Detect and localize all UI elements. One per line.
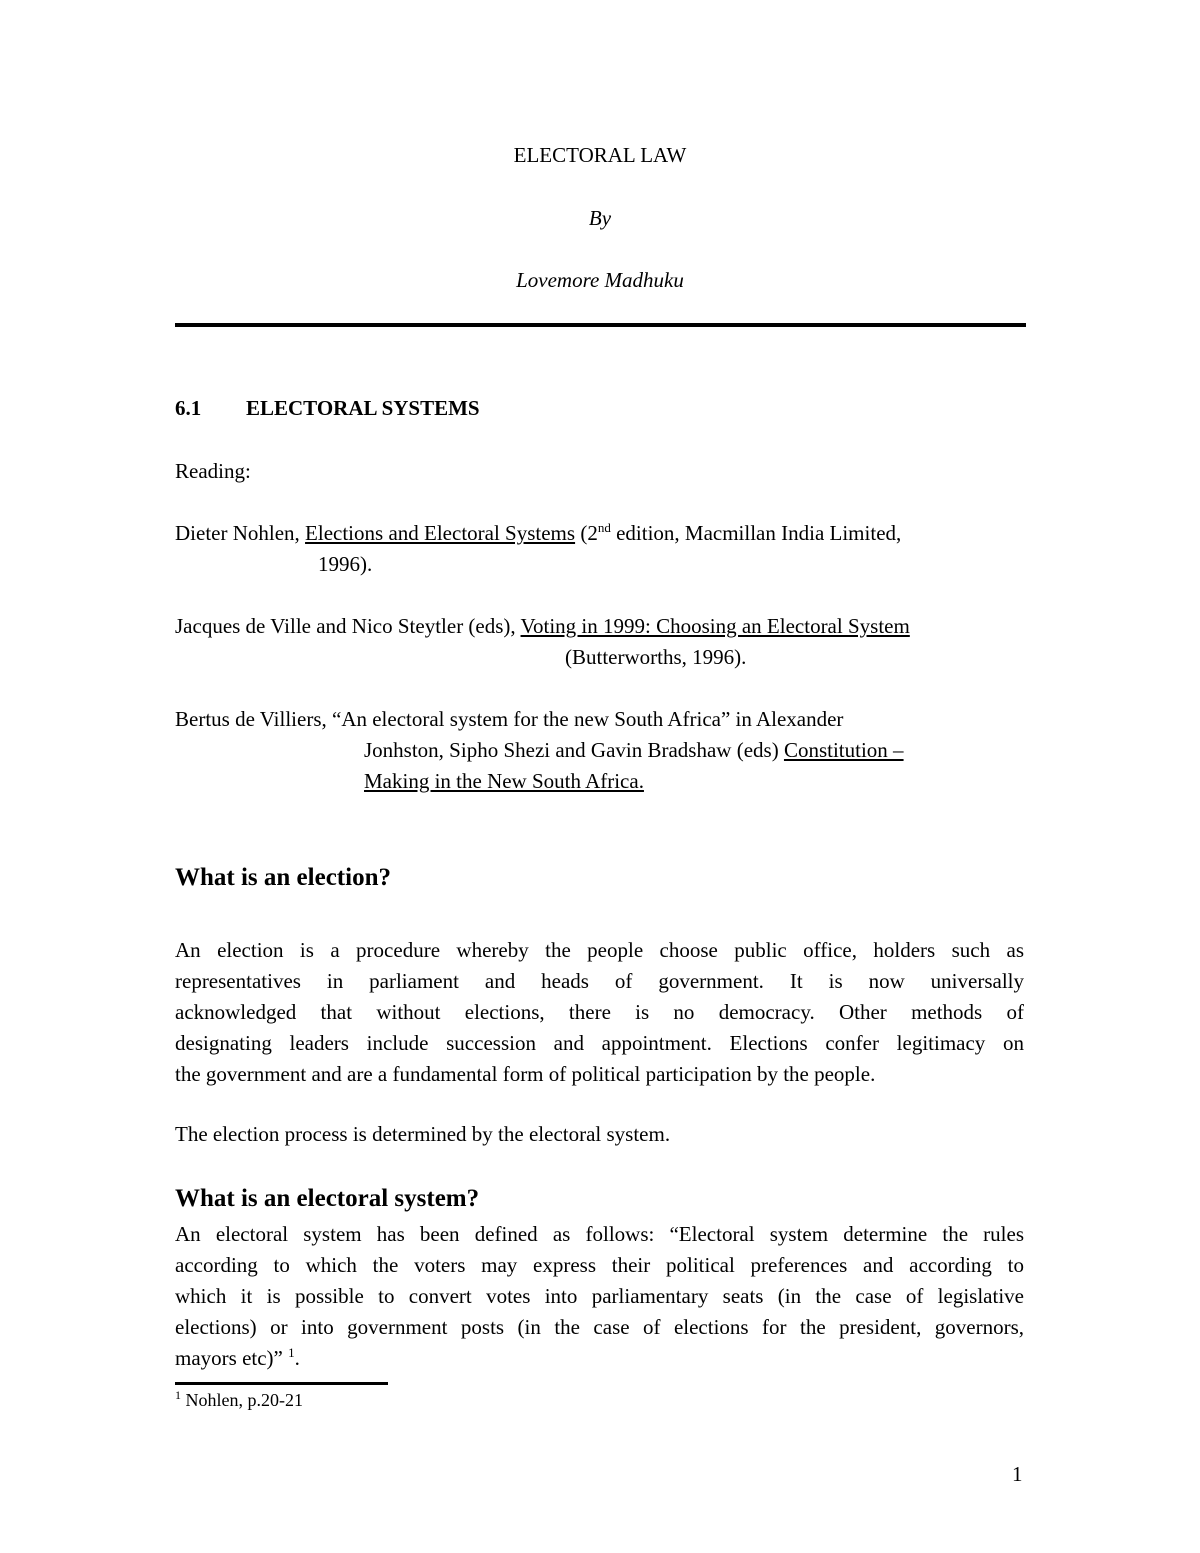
header-divider xyxy=(175,323,1026,327)
document-title: ELECTORAL LAW xyxy=(513,143,687,167)
reference-1-edition-sup: nd xyxy=(597,520,611,535)
reference-1-book-title: Elections and Electoral Systems xyxy=(305,521,576,545)
paragraph-line: the government and are a fundamental form of political participation by the people. xyxy=(175,1062,876,1086)
reference-3-book-title-part-1: Constitution – xyxy=(783,738,904,762)
paragraph-line: acknowledged that without elections, there is no democracy. Other methods of xyxy=(175,1000,1024,1024)
election-definition-paragraph xyxy=(175,935,1024,1090)
paragraph-line: designating leaders include succession and appointment. Elections confer legitimacy on xyxy=(175,1031,1024,1055)
reading-label: Reading: xyxy=(175,459,251,483)
reference-1-author: Dieter Nohlen, xyxy=(175,521,306,545)
footnote-text: Nohlen, p.20-21 xyxy=(181,1390,303,1410)
reference-3-book-title-part-2: Making in the New South Africa. xyxy=(364,769,644,793)
footnote-reference: 1 xyxy=(288,1345,295,1360)
electoral-system-definition-paragraph xyxy=(175,1219,1024,1374)
reference-3-line-1 xyxy=(175,707,843,732)
section-number: 6.1 xyxy=(175,396,202,420)
reference-3-author: Bertus de Villiers, xyxy=(175,707,332,731)
reference-2-line-1 xyxy=(175,614,910,639)
paragraph-line: An electoral system has been defined as follows: “Electoral system determine the rules xyxy=(175,1222,1024,1246)
reference-2-author: Jacques de Ville and Nico Steytler (eds), xyxy=(175,614,521,638)
reference-1-edition-post: edition, Macmillan India Limited, xyxy=(610,521,902,545)
paragraph-line: which it is possible to convert votes into parliamentary seats (in the case of legislative xyxy=(175,1284,1024,1308)
page-number: 1 xyxy=(1012,1462,1023,1486)
section-title: ELECTORAL SYSTEMS xyxy=(246,396,480,420)
author-name: Lovemore Madhuku xyxy=(516,268,684,292)
paragraph-line: An election is a procedure whereby the people choose public office, holders such as xyxy=(175,938,1024,962)
reference-3-article: “An electoral system for the new South Africa” in Alexander xyxy=(332,707,844,731)
reference-1-line-2: 1996). xyxy=(318,552,373,576)
footnote-divider xyxy=(175,1382,388,1385)
paragraph-line: representatives in parliament and heads of government. It is now universally xyxy=(175,969,1024,993)
reference-2-book-title: Voting in 1999: Choosing an Electoral System xyxy=(520,614,910,638)
heading-what-is-an-electoral-system: What is an electoral system? xyxy=(175,1185,480,1212)
footnote-number: 1 xyxy=(175,1388,181,1402)
paragraph-last-line-tail: . xyxy=(294,1346,300,1370)
reference-1-edition-pre: (2 xyxy=(575,521,598,545)
heading-what-is-an-election: What is an election? xyxy=(175,864,391,891)
byline-by: By xyxy=(588,206,612,230)
election-process-paragraph: The election process is determined by the electoral system. xyxy=(175,1122,671,1146)
reference-1-line-1 xyxy=(175,521,901,546)
reference-2-line-2: (Butterworths, 1996). xyxy=(565,645,747,669)
paragraph-line: elections) or into government posts (in the case of elections for the president, governors, xyxy=(175,1315,1024,1339)
paragraph-line: according to which the voters may express their political preferences and according to xyxy=(175,1253,1024,1277)
paragraph-last-line-text: mayors etc)” xyxy=(175,1346,289,1370)
footnote xyxy=(175,1390,303,1411)
paragraph-last-line xyxy=(175,1343,1024,1374)
reference-3-editors: Jonhston, Sipho Shezi and Gavin Bradshaw (eds) xyxy=(364,738,784,762)
reference-3-line-2 xyxy=(364,738,904,763)
